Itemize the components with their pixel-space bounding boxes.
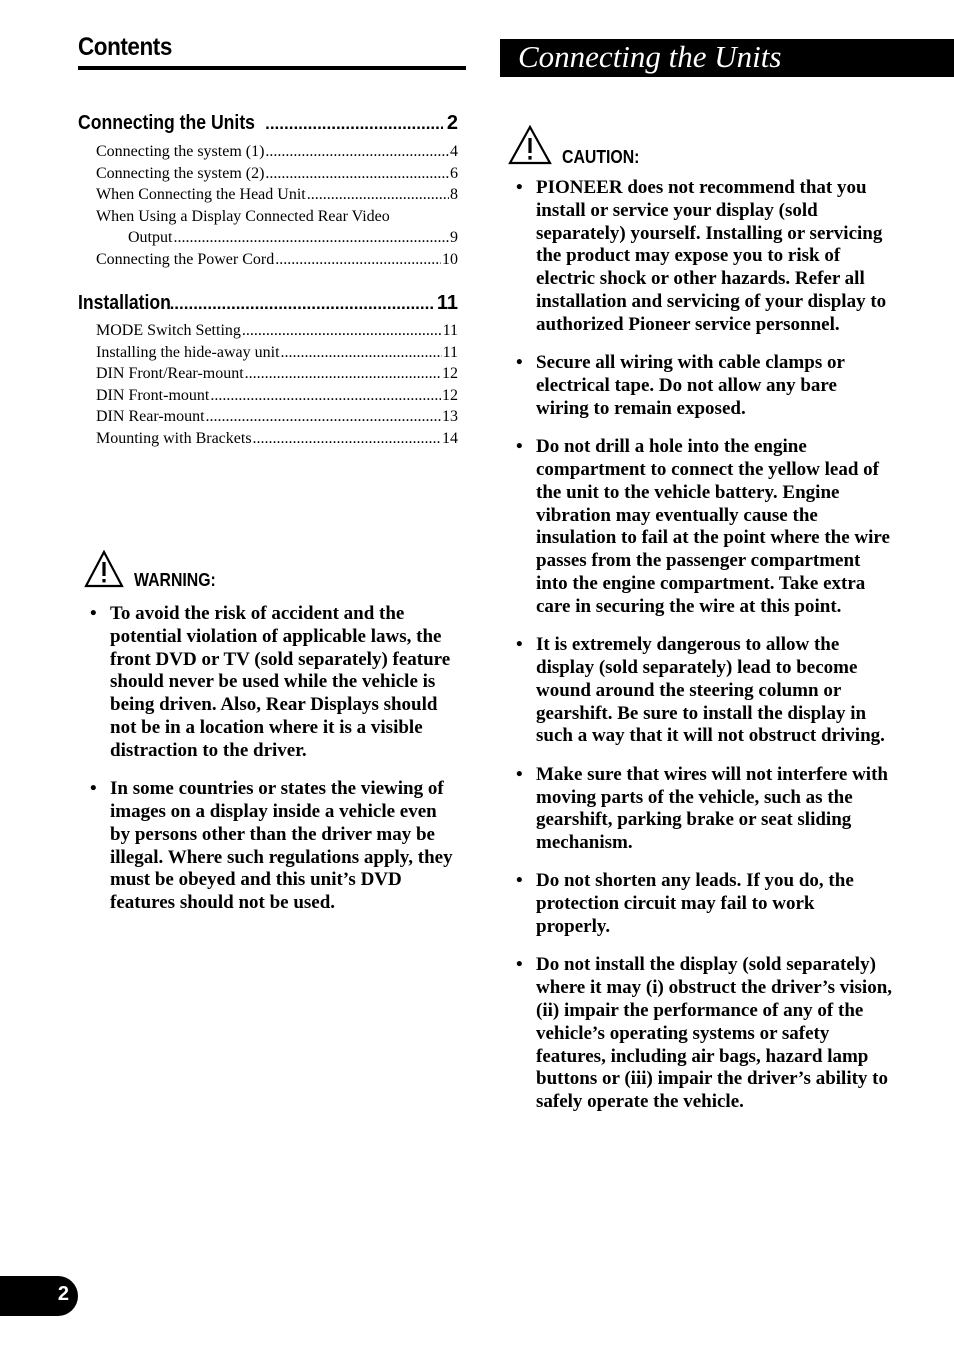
toc-entry-title: DIN Front-mount	[96, 386, 210, 404]
section-title: Connecting the Units	[518, 39, 782, 74]
toc-entry[interactable]	[96, 320, 458, 342]
bullet-glyph: •	[516, 352, 523, 374]
caution-header	[508, 125, 650, 165]
toc-entry-title: Connecting the Power Cord	[96, 250, 275, 268]
bullet-glyph: •	[516, 870, 523, 892]
toc-leader-dots	[281, 342, 442, 364]
toc-entry-page: 11	[442, 343, 458, 361]
contents-divider	[78, 66, 466, 70]
toc-entry-page: 8	[450, 186, 458, 204]
toc-section-title: Connecting the Units	[78, 112, 255, 134]
toc-entry-page: 9	[450, 229, 458, 247]
warning-header	[84, 550, 227, 588]
toc-entry-page: 12	[442, 365, 458, 383]
toc-leader-dots	[206, 406, 441, 428]
bullet-glyph: •	[516, 436, 523, 458]
toc-entry[interactable]	[96, 206, 458, 228]
caution-item-text: Secure all wiring with cable clamps or electrical tape. Do not allow any bare wiring to remain exposed.	[536, 352, 845, 419]
toc-entry-title: Installing the hide-away unit	[96, 343, 280, 361]
toc-entries-installation	[96, 320, 458, 450]
section-banner	[500, 39, 954, 77]
toc-leader-dots	[265, 114, 443, 134]
toc-entry[interactable]	[96, 406, 458, 428]
toc-entry[interactable]	[96, 141, 458, 163]
toc-entry-title: MODE Switch Setting	[96, 322, 241, 339]
bullet-glyph: •	[516, 177, 523, 198]
toc-entry-title: When Using a Display Connected Rear Video	[96, 207, 390, 225]
toc-entry-page: 11	[442, 322, 458, 339]
caution-item-text: Do not drill a hole into the engine compartment to connect the yellow lead of the unit to the vehicle battery. Engine vibration may eventually cause the insulation to fail at the point where the wire passes from the passenger compartment into the engine compartment. Take extra care in securing the wire at this point.	[536, 436, 890, 617]
caution-item-text: Make sure that wires will not interfere with moving parts of the vehicle, such as the gearshift, parking brake or seat sliding mechanism.	[536, 763, 888, 854]
toc-entry-title: Mounting with Brackets	[96, 429, 252, 447]
caution-item-text: Do not install the display (sold separately) where it may (i) obstruct the driver’s vision, (ii) impair the performance of any of the vehicle’s operating systems or safety features, including air bags, hazard lamp buttons or (iii) impair the driver’s ability to safely operate the vehicle.	[536, 954, 893, 1113]
toc-leader-dots	[253, 428, 441, 450]
toc-leader-dots	[173, 227, 449, 249]
toc-entry-page: 4	[450, 143, 458, 160]
toc-entry-title: DIN Rear-mount	[96, 408, 205, 426]
toc-entry[interactable]	[96, 342, 458, 364]
toc-section-title: Installation	[78, 292, 171, 314]
warning-triangle-icon	[508, 125, 552, 165]
toc-section-connecting-the-units[interactable]	[78, 112, 458, 135]
caution-list	[516, 177, 892, 1130]
toc-entry-page: 10	[442, 250, 458, 268]
bullet-glyph: •	[90, 778, 97, 800]
warning-label: WARNING:	[134, 570, 216, 590]
caution-item	[516, 436, 892, 618]
toc-entry-title: Connecting the system (1)	[96, 143, 265, 160]
warning-item-text: In some countries or states the viewing of images on a display inside a vehicle even by persons other than the driver may be illegal. Where such regulations apply, they must be obeyed and this unit’s DVD features should not be used.	[110, 778, 453, 914]
bullet-glyph: •	[90, 603, 97, 624]
toc-leader-dots	[170, 294, 433, 314]
contents-title: Contents	[78, 33, 172, 61]
toc-entry-title: Connecting the system (2)	[96, 164, 265, 182]
toc-leader-dots	[265, 163, 449, 185]
toc-entry-title: When Connecting the Head Unit	[96, 186, 306, 204]
caution-item-text: PIONEER does not recommend that you install or service your display (sold separately) yourself. Installing or servicing the product may expose you to risk of electric shock or other hazards. Refer all installation and servicing of your display to authorized Pioneer service personnel.	[536, 177, 887, 335]
warning-item	[90, 603, 460, 763]
toc-leader-dots	[245, 363, 441, 385]
toc-section-page: 11	[436, 292, 458, 314]
toc-entry-continued[interactable]	[96, 227, 458, 249]
bullet-glyph: •	[516, 954, 523, 976]
toc-entry[interactable]	[96, 363, 458, 385]
warning-triangle-icon	[84, 550, 124, 588]
toc-entry[interactable]	[96, 385, 458, 407]
toc-entry-page: 12	[442, 386, 458, 404]
page-number-tab	[0, 1276, 78, 1316]
caution-item	[516, 634, 892, 748]
toc-entry-title: DIN Front/Rear-mount	[96, 365, 244, 383]
bullet-glyph: •	[516, 634, 523, 656]
toc-entry[interactable]	[96, 428, 458, 450]
toc-entry-page: 14	[442, 429, 458, 447]
toc-section-installation[interactable]	[78, 292, 458, 315]
toc-entry-page: 6	[450, 164, 458, 182]
toc-entry-page: 13	[442, 408, 458, 426]
bullet-glyph: •	[516, 763, 523, 785]
caution-item	[516, 870, 892, 938]
toc-leader-dots	[210, 385, 441, 407]
caution-item-text: It is extremely dangerous to allow the display (sold separately) lead to become wound around the steering column or gearshift. Be sure to install the display in such a way that it will not obstruct driving.	[536, 634, 885, 747]
page-number: 2	[57, 1283, 69, 1305]
caution-label: CAUTION:	[562, 147, 640, 167]
toc-entry[interactable]	[96, 249, 458, 271]
toc-leader-dots	[265, 141, 449, 163]
caution-item	[516, 764, 892, 855]
caution-item	[516, 177, 892, 337]
warning-item-text: To avoid the risk of accident and the potential violation of applicable laws, the front DVD or TV (sold separately) feature should never be used while the vehicle is being driven. Also, Rear Displays should not be in a location where it is a visible distraction to the driver.	[110, 603, 451, 761]
toc-leader-dots	[307, 184, 449, 206]
toc-entry[interactable]	[96, 163, 458, 185]
warning-item	[90, 778, 460, 915]
warning-list	[90, 603, 460, 931]
caution-item	[516, 352, 892, 420]
caution-item	[516, 954, 892, 1114]
toc-leader-dots	[275, 249, 441, 271]
toc-section-page: 2	[446, 112, 458, 134]
caution-item-text: Do not shorten any leads. If you do, the protection circuit may fail to work properly.	[536, 870, 854, 938]
toc-leader-dots	[242, 320, 442, 342]
toc-entries-connecting	[96, 141, 458, 271]
toc-entry[interactable]	[96, 184, 458, 206]
toc-entry-title: Output	[128, 229, 173, 247]
